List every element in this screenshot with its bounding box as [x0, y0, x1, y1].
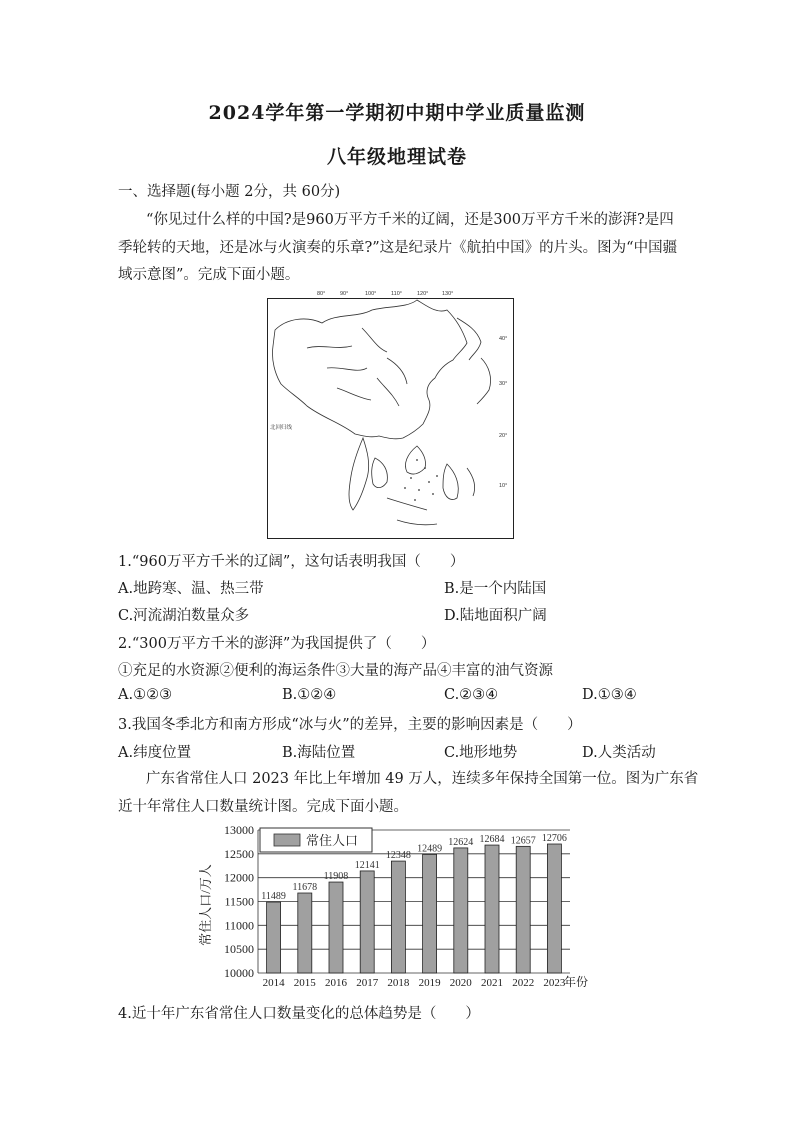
intro-line-1: “你见过什么样的中国?是960万平方千米的辽阔，还是300万平方千米的澎湃?是四 — [146, 212, 674, 228]
x-tick-label: 2014 — [262, 977, 285, 989]
question-1-option-a: A.地跨寒、温、热三带 — [118, 581, 264, 597]
data-label: 12489 — [417, 843, 443, 855]
data-label: 11489 — [261, 891, 286, 903]
x-tick-label: 2023 — [543, 977, 566, 989]
question-1-stem: 1.“960万平方千米的辽阔”，这句话表明我国（ ） — [118, 554, 465, 570]
x-tick-label: 2016 — [325, 977, 347, 989]
data-label: 12624 — [448, 836, 474, 848]
tropic-label: 北回归线 — [270, 425, 293, 431]
x-tick-label: 2022 — [512, 977, 535, 989]
data-label: 12141 — [354, 859, 380, 871]
data-label: 11678 — [292, 882, 318, 894]
bar-2018 — [391, 861, 405, 973]
intro-line-3: 域示意图”。完成下面小题。 — [118, 267, 300, 283]
y-tick-label: 10000 — [224, 966, 254, 980]
section-heading: 一、选择题(每小题 2分，共 60分) — [118, 184, 341, 200]
data-label: 12684 — [479, 834, 505, 846]
map-lon-label: 90° — [340, 291, 349, 297]
map-lat-label: 40° — [499, 336, 508, 342]
map-lon-label: 120° — [417, 291, 429, 297]
data-label: 12348 — [385, 850, 411, 862]
map-lon-label: 100° — [365, 291, 377, 297]
map-svg — [267, 288, 514, 539]
passage2-line-2: 近十年常住人口数量统计图。完成下面小题。 — [118, 799, 408, 815]
bar-2015 — [298, 893, 312, 973]
question-2-option-c: C.②③④ — [444, 687, 499, 703]
map-lat-label: 30° — [499, 381, 508, 387]
x-tick-label: 2018 — [387, 977, 410, 989]
data-label: 12706 — [541, 833, 567, 845]
x-axis-title: 年份 — [564, 975, 589, 989]
x-tick-label: 2021 — [481, 977, 503, 989]
y-tick-label: 10500 — [224, 942, 254, 957]
bar-2019 — [423, 854, 437, 973]
y-tick-label: 12000 — [224, 870, 254, 885]
map-lat-label: 10° — [499, 483, 508, 489]
intro-line-2: 季轮转的天地，还是冰与火演奏的乐章?”这是纪录片《航拍中国》的片头。图为“中国疆 — [118, 240, 678, 256]
question-2-option-a: A.①②③ — [118, 687, 173, 703]
map-lon-label: 110° — [391, 291, 402, 297]
question-3-option-c: C.地形地势 — [444, 745, 518, 761]
legend-swatch — [274, 834, 300, 846]
y-tick-label: 11000 — [224, 918, 254, 933]
bar-2020 — [454, 848, 468, 973]
x-tick-label: 2017 — [356, 977, 379, 989]
map-lon-label: 130° — [442, 291, 454, 297]
page-subtitle: 八年级地理试卷 — [326, 146, 467, 168]
data-label: 11908 — [323, 871, 349, 883]
chart-bars — [267, 844, 562, 973]
question-1-option-c: C.河流湖泊数量众多 — [118, 608, 250, 624]
y-tick-label: 13000 — [224, 823, 254, 837]
population-chart — [192, 818, 602, 993]
passage2-line-1: 广东省常住人口 2023 年比上年增加 49 万人，连续多年保持全国第一位。图为广东省 — [146, 771, 699, 787]
question-1-option-b: B.是一个内陆国 — [444, 581, 547, 597]
y-tick-label: 11500 — [224, 894, 254, 909]
legend-label: 常住人口 — [306, 833, 359, 848]
bar-2014 — [267, 902, 281, 973]
population-chart-svg — [192, 818, 602, 993]
question-2-stem: 2.“300万平方千米的澎湃”为我国提供了（ ） — [118, 636, 436, 652]
x-tick-label: 2020 — [449, 977, 472, 989]
bar-2021 — [485, 845, 499, 973]
y-axis-title: 常住人口/万人 — [198, 864, 213, 946]
question-2-statement: ①充足的水资源②便利的海运条件③大量的海产品④丰富的油气资源 — [118, 663, 553, 679]
x-tick-label: 2019 — [418, 977, 441, 989]
question-2-option-b: B.①②④ — [282, 687, 337, 703]
question-3-option-a: A.纬度位置 — [118, 745, 192, 761]
bar-2023 — [547, 844, 561, 973]
question-2-option-d: D.①③④ — [582, 687, 637, 703]
x-tick-label: 2015 — [293, 977, 316, 989]
bar-2017 — [360, 871, 374, 973]
page-title: 2024学年第一学期初中期中学业质量监测 — [208, 102, 586, 124]
question-1-option-d: D.陆地面积广阔 — [444, 608, 547, 624]
bar-2016 — [329, 882, 343, 973]
china-territory-map — [267, 288, 514, 539]
chart-legend — [260, 828, 372, 852]
question-4-stem: 4.近十年广东省常住人口数量变化的总体趋势是（ ） — [118, 1006, 480, 1022]
question-3-option-d: D.人类活动 — [582, 745, 656, 761]
map-lon-label: 80° — [317, 291, 326, 297]
question-3-option-b: B.海陆位置 — [282, 745, 356, 761]
data-label: 12657 — [510, 835, 536, 847]
map-lat-label: 20° — [499, 433, 508, 439]
bar-2022 — [516, 846, 530, 973]
y-tick-label: 12500 — [224, 846, 254, 861]
question-3-stem: 3.我国冬季北方和南方形成“冰与火”的差异，主要的影响因素是（ ） — [118, 717, 582, 733]
